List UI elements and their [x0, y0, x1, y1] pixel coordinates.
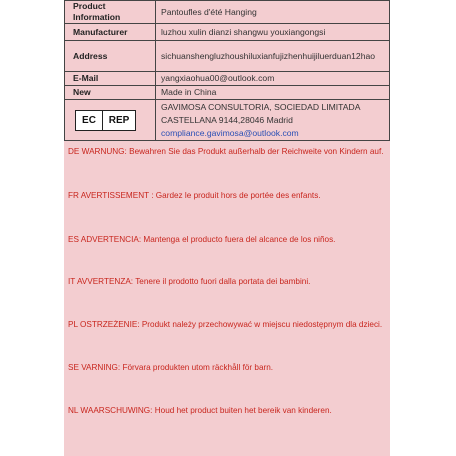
address-text: sichuanshengluzhoushiluxianfujizhenhuijiluerduan12hao	[161, 50, 376, 61]
table-row	[65, 41, 390, 72]
table-row	[65, 86, 390, 100]
address-label: Address	[65, 41, 156, 72]
table-row	[65, 72, 390, 86]
ec-symbol-text: EC	[76, 111, 103, 130]
ec-rep-cell	[65, 100, 156, 141]
warning-se: SE VARNING: Förvara produkten utom räckhåll för barn.	[68, 363, 274, 372]
manufacturer-value: luzhou xulin dianzi shangwu youxiangongsi	[156, 24, 390, 41]
manufacturer-label: Manufacturer	[65, 24, 156, 41]
email-label: E-Mail	[65, 72, 156, 86]
table-row	[65, 24, 390, 41]
address-value	[156, 41, 390, 72]
warning-fr: FR AVERTISSEMENT : Gardez le produit hors de portée des enfants.	[68, 191, 321, 200]
email-value: yangxiaohua00@outlook.com	[156, 72, 390, 86]
ec-rep-details	[156, 100, 390, 141]
ec-rep-address: CASTELLANA 9144,28046 Madrid	[161, 114, 293, 125]
product-info-value: Pantoufles d'été Hanging	[156, 1, 390, 24]
warning-pl: PL OSTRZEŻENIE: Produkt należy przechowywać w miejscu niedostępnym dla dzieci.	[68, 320, 383, 329]
table-row	[65, 1, 390, 24]
warning-de: DE WARNUNG: Bewahren Sie das Produkt außerhalb der Reichweite von Kindern auf.	[68, 147, 384, 156]
product-info-label: Product Information	[65, 1, 156, 24]
product-info-table	[64, 0, 390, 141]
warning-es: ES ADVERTENCIA: Mantenga el producto fuera del alcance de los niños.	[68, 235, 336, 244]
ec-rep-email-link[interactable]: compliance.gavimosa@outlook.com	[161, 127, 299, 138]
new-value: Made in China	[156, 86, 390, 100]
rep-symbol-text: REP	[108, 114, 130, 126]
warning-it: IT AVVERTENZA: Tenere il prodotto fuori dalla portata dei bambini.	[68, 277, 311, 286]
warning-nl: NL WAARSCHUWING: Houd het product buiten het bereik van kinderen.	[68, 406, 332, 415]
ec-rep-company: GAVIMOSA CONSULTORIA, SOCIEDAD LIMITADA	[161, 101, 361, 112]
ec-rep-symbol	[75, 110, 136, 131]
table-row	[65, 100, 390, 141]
new-label: New	[65, 86, 156, 100]
